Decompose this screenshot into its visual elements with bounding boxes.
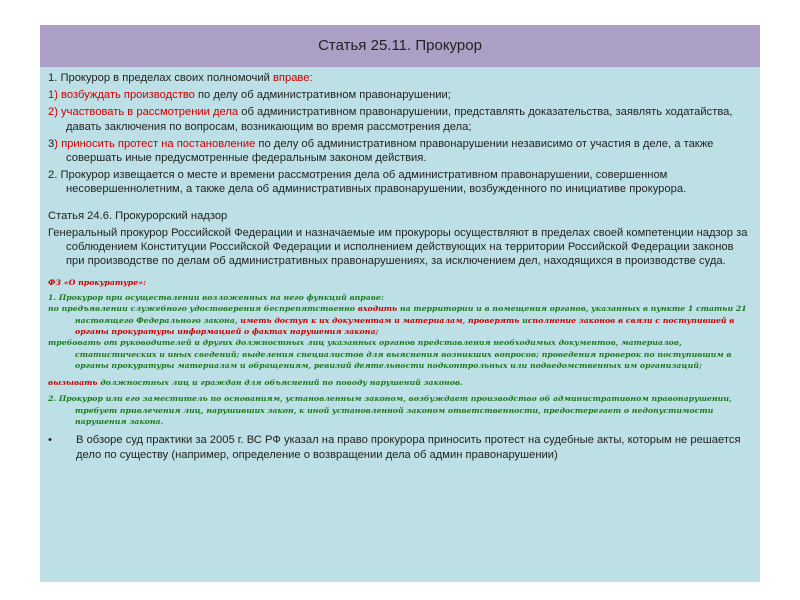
bullet-icon: • xyxy=(48,434,52,447)
text-run: 1. Прокурор в пределах своих полномочий xyxy=(48,72,273,84)
bullet-text: В обзоре суд практики за 2005 г. ВС РФ указал на право прокурора приносить протест на судебные акты, которым не решается дело по существу (например, определение о возвращении дела об админ правонарушении) xyxy=(76,434,741,461)
highlight-run: вправе: xyxy=(272,72,313,84)
slide-title: Статья 25.11. Прокурор xyxy=(318,37,482,54)
prosecutor-law-section xyxy=(48,277,754,427)
highlight-run: входить xyxy=(357,304,398,314)
text-run: по делу об административном правонарушении независимо от участия в деле, а также совершать иные предусмотренные федеральным законом действия. xyxy=(66,137,714,165)
law-line-4 xyxy=(48,377,754,388)
article-25-11-point-1 xyxy=(48,71,754,85)
slide-content xyxy=(48,71,754,465)
highlight-run: ) приносить протест на постановление xyxy=(54,137,256,150)
highlight-run: проверять xyxy=(467,315,520,325)
text-run: и xyxy=(519,315,528,325)
bullet-item xyxy=(48,433,754,461)
slide xyxy=(40,25,760,582)
highlight-run: 2) участвовать в рассмотрении дела xyxy=(48,106,239,119)
law-line-5: 2. Прокурор или его заместитель по основаниям, установленным законом, возбуждает производство об административном правонарушении, требует привлечения лиц, нарушивших закон, к иной установленной законом ответственности, предостерегает о недопустимости нарушения закона. xyxy=(48,394,732,426)
text-run: об административном правонарушении, представлять доказательства, заявлять ходатайства, давать заключения по вопросам, возникающим во время рассмотрения дела; xyxy=(66,106,733,133)
text-run: по делу об административном правонарушении; xyxy=(194,89,451,102)
highlight-run: 1) возбуждать производство xyxy=(48,89,195,102)
law-line-2 xyxy=(48,303,754,337)
article-24-6-heading: Статья 24.6. Прокурорский надзор xyxy=(48,209,228,222)
article-25-11-sub-2 xyxy=(48,105,754,133)
text-run: на территории и в помещения органов, указанных в пункте 1 статьи 21 настоящего Федерального закона, xyxy=(75,304,747,325)
highlight-run: сполнение законов в связи с поступившей в органы прокуратуры информацией о фактах нарушения закона; xyxy=(75,315,735,337)
text-run: , xyxy=(462,315,468,325)
law-line-3: требовать от руководителей и других должностных лиц указанных органов представления необходимых документов, материалов, статистических и иных сведений; выделения специалистов для выяснения возникших вопросов; проведения проверок по поступившим в органы прокуратуры материалам и обращениям, ревизий деятельности подконтрольных или подведомственных им организаций; xyxy=(48,338,732,371)
law-header: ФЗ «О прокуратуре»: xyxy=(48,278,146,288)
article-25-11-sub-1 xyxy=(48,88,754,102)
article-25-11-sub-3 xyxy=(48,137,754,165)
text-run: должностных лиц и граждан для объяснений по поводу нарушений законов. xyxy=(97,377,463,387)
article-24-6-text: Генеральный прокурор Российской Федерации и назначаемые им прокуроры осуществляют в пределах своей компетенции надзор за соблюдением Конституции Российской Федерации и исполнением действующих на территории Российской Федерации законов при производстве по делам об административных правонарушениях, за исключением дел, находящихся в производстве суда. xyxy=(48,226,748,268)
highlight-run: вызывать xyxy=(48,377,98,387)
title-bar xyxy=(40,25,760,67)
text-run: 3 xyxy=(48,137,55,150)
text-run: по предъявлении служебного удостоверения беспрепятственно xyxy=(48,304,358,314)
article-25-11-point-2: 2. Прокурор извещается о месте и времени рассмотрения дела об административном правонарушении, совершенном несовершеннолетним, а также дела об административных правонарушении, возбужденного по инициативе прокурора. xyxy=(48,169,687,196)
highlight-run: иметь доступ к их документам и материалам xyxy=(240,315,463,325)
law-line-1: 1. Прокурор при осуществлении возложенных на него функций вправе: xyxy=(48,292,384,302)
